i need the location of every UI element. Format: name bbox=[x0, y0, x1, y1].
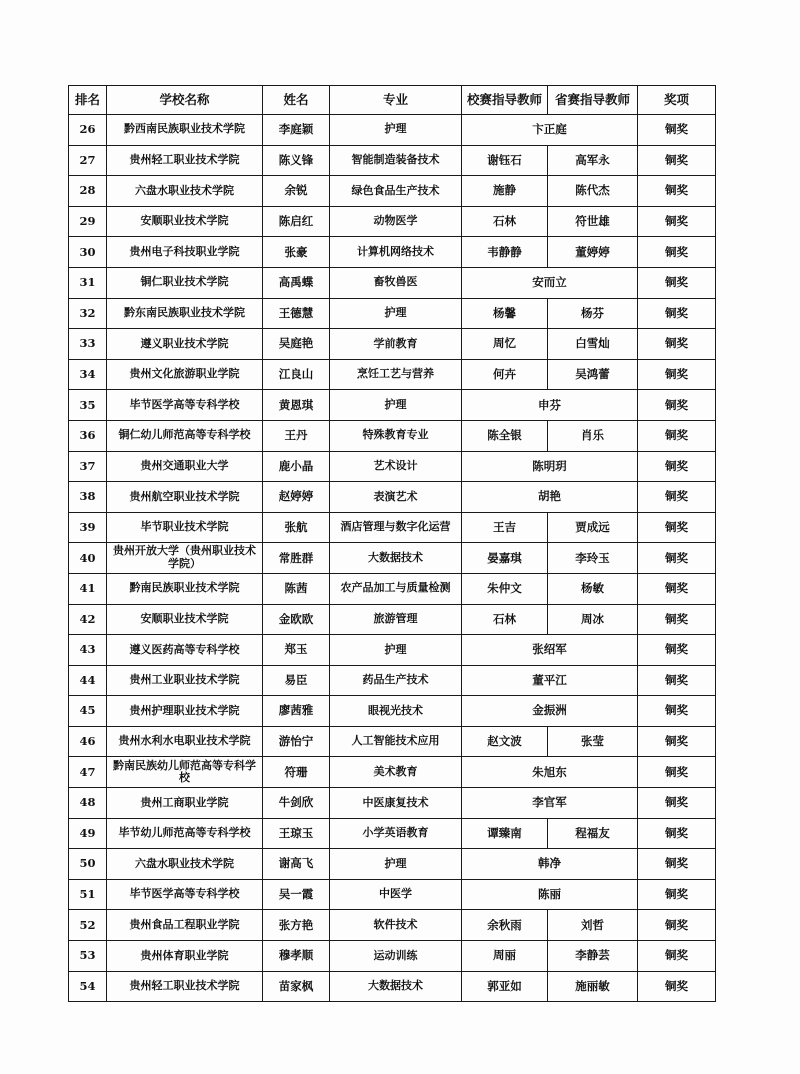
cell-school: 铜仁幼儿师范高等专科学校 bbox=[107, 420, 263, 451]
cell-school-teacher: 余秋雨 bbox=[462, 910, 548, 941]
cell-name: 王琼玉 bbox=[263, 818, 330, 849]
cell-rank: 46 bbox=[69, 726, 107, 757]
cell-major: 软件技术 bbox=[330, 910, 462, 941]
cell-rank: 34 bbox=[69, 359, 107, 390]
header-school: 学校名称 bbox=[107, 86, 263, 115]
cell-school: 黔南民族幼儿师范高等专科学校 bbox=[107, 757, 263, 788]
table-body bbox=[69, 115, 716, 1002]
header-major: 专业 bbox=[330, 86, 462, 115]
cell-major: 美术教育 bbox=[330, 757, 462, 788]
cell-rank: 40 bbox=[69, 543, 107, 574]
cell-name: 陈义锋 bbox=[263, 145, 330, 176]
table-row bbox=[69, 420, 716, 451]
cell-name: 张航 bbox=[263, 512, 330, 543]
table-row bbox=[69, 482, 716, 513]
cell-award: 铜奖 bbox=[638, 298, 716, 329]
cell-award: 铜奖 bbox=[638, 757, 716, 788]
cell-school: 六盘水职业技术学院 bbox=[107, 176, 263, 207]
cell-name: 张豪 bbox=[263, 237, 330, 268]
header-name: 姓名 bbox=[263, 86, 330, 115]
cell-school-teacher: 赵文波 bbox=[462, 726, 548, 757]
cell-teacher-merged: 卞正庭 bbox=[462, 115, 638, 146]
cell-province-teacher: 刘哲 bbox=[548, 910, 638, 941]
cell-province-teacher: 白雪灿 bbox=[548, 329, 638, 360]
table-row bbox=[69, 145, 716, 176]
cell-school: 贵州护理职业技术学院 bbox=[107, 696, 263, 727]
table-row bbox=[69, 267, 716, 298]
cell-award: 铜奖 bbox=[638, 482, 716, 513]
table-row bbox=[69, 237, 716, 268]
cell-major: 护理 bbox=[330, 849, 462, 880]
cell-major: 运动训练 bbox=[330, 941, 462, 972]
cell-major: 中医康复技术 bbox=[330, 788, 462, 819]
cell-teacher-merged: 申芬 bbox=[462, 390, 638, 421]
cell-teacher-merged: 金振洲 bbox=[462, 696, 638, 727]
header-school-teacher: 校赛指导教师 bbox=[462, 86, 548, 115]
cell-award: 铜奖 bbox=[638, 115, 716, 146]
table-row bbox=[69, 298, 716, 329]
cell-name: 廖茜雅 bbox=[263, 696, 330, 727]
cell-rank: 41 bbox=[69, 573, 107, 604]
cell-name: 牛剑欣 bbox=[263, 788, 330, 819]
cell-teacher-merged: 李官军 bbox=[462, 788, 638, 819]
table-header-row bbox=[69, 86, 716, 115]
cell-province-teacher: 杨敏 bbox=[548, 573, 638, 604]
cell-name: 张方艳 bbox=[263, 910, 330, 941]
cell-name: 常胜群 bbox=[263, 543, 330, 574]
cell-major: 护理 bbox=[330, 635, 462, 666]
cell-school-teacher: 石林 bbox=[462, 604, 548, 635]
cell-name: 余锐 bbox=[263, 176, 330, 207]
cell-award: 铜奖 bbox=[638, 696, 716, 727]
cell-name: 王丹 bbox=[263, 420, 330, 451]
table-row bbox=[69, 849, 716, 880]
cell-name: 王德慧 bbox=[263, 298, 330, 329]
cell-school: 贵州文化旅游职业学院 bbox=[107, 359, 263, 390]
table-row bbox=[69, 696, 716, 727]
cell-major: 动物医学 bbox=[330, 206, 462, 237]
cell-award: 铜奖 bbox=[638, 573, 716, 604]
table-row bbox=[69, 818, 716, 849]
cell-province-teacher: 高军永 bbox=[548, 145, 638, 176]
cell-school-teacher: 周忆 bbox=[462, 329, 548, 360]
cell-rank: 26 bbox=[69, 115, 107, 146]
cell-rank: 48 bbox=[69, 788, 107, 819]
cell-rank: 50 bbox=[69, 849, 107, 880]
cell-school-teacher: 何卉 bbox=[462, 359, 548, 390]
cell-major: 护理 bbox=[330, 390, 462, 421]
table-row bbox=[69, 176, 716, 207]
cell-award: 铜奖 bbox=[638, 879, 716, 910]
cell-name: 谢高飞 bbox=[263, 849, 330, 880]
cell-name: 易臣 bbox=[263, 665, 330, 696]
header-province-teacher: 省赛指导教师 bbox=[548, 86, 638, 115]
cell-award: 铜奖 bbox=[638, 176, 716, 207]
cell-name: 陈茜 bbox=[263, 573, 330, 604]
cell-award: 铜奖 bbox=[638, 451, 716, 482]
cell-school: 贵州食品工程职业学院 bbox=[107, 910, 263, 941]
cell-major: 药品生产技术 bbox=[330, 665, 462, 696]
cell-province-teacher: 李玲玉 bbox=[548, 543, 638, 574]
cell-school-teacher: 陈全银 bbox=[462, 420, 548, 451]
cell-rank: 38 bbox=[69, 482, 107, 513]
cell-name: 李庭颖 bbox=[263, 115, 330, 146]
cell-rank: 31 bbox=[69, 267, 107, 298]
award-table bbox=[68, 85, 716, 1002]
cell-rank: 29 bbox=[69, 206, 107, 237]
cell-award: 铜奖 bbox=[638, 267, 716, 298]
table-row bbox=[69, 910, 716, 941]
table-row bbox=[69, 359, 716, 390]
cell-school: 贵州电子科技职业学院 bbox=[107, 237, 263, 268]
table-row bbox=[69, 206, 716, 237]
cell-school-teacher: 施静 bbox=[462, 176, 548, 207]
table-row bbox=[69, 451, 716, 482]
cell-rank: 49 bbox=[69, 818, 107, 849]
table-row bbox=[69, 604, 716, 635]
cell-school-teacher: 谢钰石 bbox=[462, 145, 548, 176]
cell-major: 绿色食品生产技术 bbox=[330, 176, 462, 207]
cell-award: 铜奖 bbox=[638, 849, 716, 880]
cell-province-teacher: 肖乐 bbox=[548, 420, 638, 451]
cell-school-teacher: 朱仲文 bbox=[462, 573, 548, 604]
cell-major: 烹饪工艺与营养 bbox=[330, 359, 462, 390]
cell-award: 铜奖 bbox=[638, 359, 716, 390]
cell-rank: 42 bbox=[69, 604, 107, 635]
cell-name: 鹿小晶 bbox=[263, 451, 330, 482]
cell-school: 铜仁职业技术学院 bbox=[107, 267, 263, 298]
cell-school: 黔东南民族职业技术学院 bbox=[107, 298, 263, 329]
cell-school-teacher: 石林 bbox=[462, 206, 548, 237]
cell-school: 贵州水利水电职业技术学院 bbox=[107, 726, 263, 757]
cell-school-teacher: 郭亚如 bbox=[462, 971, 548, 1002]
cell-award: 铜奖 bbox=[638, 788, 716, 819]
cell-award: 铜奖 bbox=[638, 206, 716, 237]
cell-award: 铜奖 bbox=[638, 329, 716, 360]
cell-major: 旅游管理 bbox=[330, 604, 462, 635]
cell-rank: 54 bbox=[69, 971, 107, 1002]
cell-school-teacher: 韦静静 bbox=[462, 237, 548, 268]
cell-name: 穆孝顺 bbox=[263, 941, 330, 972]
cell-rank: 44 bbox=[69, 665, 107, 696]
cell-province-teacher: 陈代杰 bbox=[548, 176, 638, 207]
table-row bbox=[69, 941, 716, 972]
cell-school: 贵州轻工职业技术学院 bbox=[107, 145, 263, 176]
cell-rank: 37 bbox=[69, 451, 107, 482]
cell-teacher-merged: 朱旭东 bbox=[462, 757, 638, 788]
cell-award: 铜奖 bbox=[638, 420, 716, 451]
cell-major: 人工智能技术应用 bbox=[330, 726, 462, 757]
cell-province-teacher: 周冰 bbox=[548, 604, 638, 635]
table-row bbox=[69, 879, 716, 910]
cell-school-teacher: 谭臻南 bbox=[462, 818, 548, 849]
table-row bbox=[69, 512, 716, 543]
table-row bbox=[69, 757, 716, 788]
cell-award: 铜奖 bbox=[638, 145, 716, 176]
cell-major: 大数据技术 bbox=[330, 971, 462, 1002]
cell-school: 贵州交通职业大学 bbox=[107, 451, 263, 482]
cell-school: 毕节幼儿师范高等专科学校 bbox=[107, 818, 263, 849]
cell-name: 郑玉 bbox=[263, 635, 330, 666]
cell-name: 游怡宁 bbox=[263, 726, 330, 757]
cell-award: 铜奖 bbox=[638, 910, 716, 941]
cell-rank: 52 bbox=[69, 910, 107, 941]
cell-school: 安顺职业技术学院 bbox=[107, 604, 263, 635]
table-row bbox=[69, 635, 716, 666]
cell-school-teacher: 晏嘉琪 bbox=[462, 543, 548, 574]
cell-major: 护理 bbox=[330, 298, 462, 329]
cell-name: 高禹蝶 bbox=[263, 267, 330, 298]
cell-award: 铜奖 bbox=[638, 941, 716, 972]
cell-province-teacher: 施丽敏 bbox=[548, 971, 638, 1002]
cell-rank: 45 bbox=[69, 696, 107, 727]
cell-name: 吴庭艳 bbox=[263, 329, 330, 360]
cell-major: 农产品加工与质量检测 bbox=[330, 573, 462, 604]
cell-name: 符珊 bbox=[263, 757, 330, 788]
cell-teacher-merged: 胡艳 bbox=[462, 482, 638, 513]
cell-award: 铜奖 bbox=[638, 543, 716, 574]
cell-rank: 39 bbox=[69, 512, 107, 543]
cell-province-teacher: 程福友 bbox=[548, 818, 638, 849]
table-row bbox=[69, 390, 716, 421]
cell-rank: 36 bbox=[69, 420, 107, 451]
cell-major: 酒店管理与数字化运营 bbox=[330, 512, 462, 543]
cell-major: 表演艺术 bbox=[330, 482, 462, 513]
header-award: 奖项 bbox=[638, 86, 716, 115]
cell-teacher-merged: 安而立 bbox=[462, 267, 638, 298]
cell-teacher-merged: 陈丽 bbox=[462, 879, 638, 910]
cell-province-teacher: 李静芸 bbox=[548, 941, 638, 972]
cell-school: 六盘水职业技术学院 bbox=[107, 849, 263, 880]
cell-rank: 51 bbox=[69, 879, 107, 910]
cell-rank: 35 bbox=[69, 390, 107, 421]
cell-school: 贵州体育职业学院 bbox=[107, 941, 263, 972]
table-row bbox=[69, 115, 716, 146]
cell-award: 铜奖 bbox=[638, 390, 716, 421]
cell-school: 遵义医药高等专科学校 bbox=[107, 635, 263, 666]
table-row bbox=[69, 726, 716, 757]
cell-name: 江良山 bbox=[263, 359, 330, 390]
cell-name: 金欧欧 bbox=[263, 604, 330, 635]
table-row bbox=[69, 543, 716, 574]
cell-teacher-merged: 张绍军 bbox=[462, 635, 638, 666]
table-row bbox=[69, 665, 716, 696]
cell-province-teacher: 董婷婷 bbox=[548, 237, 638, 268]
cell-major: 中医学 bbox=[330, 879, 462, 910]
cell-name: 黄恩琪 bbox=[263, 390, 330, 421]
table-row bbox=[69, 329, 716, 360]
cell-award: 铜奖 bbox=[638, 665, 716, 696]
table-row bbox=[69, 788, 716, 819]
cell-school-teacher: 周丽 bbox=[462, 941, 548, 972]
cell-province-teacher: 贾成远 bbox=[548, 512, 638, 543]
cell-rank: 43 bbox=[69, 635, 107, 666]
cell-teacher-merged: 董平江 bbox=[462, 665, 638, 696]
cell-school: 贵州航空职业技术学院 bbox=[107, 482, 263, 513]
cell-school: 贵州开放大学（贵州职业技术学院） bbox=[107, 543, 263, 574]
cell-major: 艺术设计 bbox=[330, 451, 462, 482]
table-row bbox=[69, 971, 716, 1002]
cell-major: 眼视光技术 bbox=[330, 696, 462, 727]
cell-rank: 27 bbox=[69, 145, 107, 176]
cell-name: 陈启红 bbox=[263, 206, 330, 237]
cell-award: 铜奖 bbox=[638, 635, 716, 666]
cell-school: 贵州工商职业学院 bbox=[107, 788, 263, 819]
cell-name: 赵婷婷 bbox=[263, 482, 330, 513]
cell-province-teacher: 吴鸿蕾 bbox=[548, 359, 638, 390]
cell-award: 铜奖 bbox=[638, 971, 716, 1002]
cell-name: 苗家枫 bbox=[263, 971, 330, 1002]
cell-school: 贵州轻工职业技术学院 bbox=[107, 971, 263, 1002]
cell-award: 铜奖 bbox=[638, 604, 716, 635]
cell-school-teacher: 杨馨 bbox=[462, 298, 548, 329]
cell-award: 铜奖 bbox=[638, 237, 716, 268]
cell-school: 毕节医学高等专科学校 bbox=[107, 390, 263, 421]
cell-teacher-merged: 陈明玥 bbox=[462, 451, 638, 482]
cell-major: 小学英语教育 bbox=[330, 818, 462, 849]
cell-school: 安顺职业技术学院 bbox=[107, 206, 263, 237]
cell-major: 护理 bbox=[330, 115, 462, 146]
cell-major: 特殊教育专业 bbox=[330, 420, 462, 451]
cell-major: 计算机网络技术 bbox=[330, 237, 462, 268]
cell-major: 畜牧兽医 bbox=[330, 267, 462, 298]
cell-rank: 30 bbox=[69, 237, 107, 268]
cell-award: 铜奖 bbox=[638, 726, 716, 757]
cell-school: 黔南民族职业技术学院 bbox=[107, 573, 263, 604]
table-row bbox=[69, 573, 716, 604]
cell-rank: 28 bbox=[69, 176, 107, 207]
cell-province-teacher: 张莹 bbox=[548, 726, 638, 757]
cell-teacher-merged: 韩净 bbox=[462, 849, 638, 880]
header-rank: 排名 bbox=[69, 86, 107, 115]
cell-school: 毕节职业技术学院 bbox=[107, 512, 263, 543]
cell-major: 学前教育 bbox=[330, 329, 462, 360]
cell-province-teacher: 杨芬 bbox=[548, 298, 638, 329]
cell-school: 毕节医学高等专科学校 bbox=[107, 879, 263, 910]
cell-award: 铜奖 bbox=[638, 818, 716, 849]
cell-province-teacher: 符世雄 bbox=[548, 206, 638, 237]
cell-rank: 47 bbox=[69, 757, 107, 788]
cell-rank: 53 bbox=[69, 941, 107, 972]
cell-rank: 32 bbox=[69, 298, 107, 329]
cell-award: 铜奖 bbox=[638, 512, 716, 543]
cell-name: 吴一霞 bbox=[263, 879, 330, 910]
cell-school-teacher: 王吉 bbox=[462, 512, 548, 543]
cell-school: 贵州工业职业技术学院 bbox=[107, 665, 263, 696]
cell-school: 黔西南民族职业技术学院 bbox=[107, 115, 263, 146]
cell-school: 遵义职业技术学院 bbox=[107, 329, 263, 360]
cell-major: 智能制造装备技术 bbox=[330, 145, 462, 176]
cell-rank: 33 bbox=[69, 329, 107, 360]
cell-major: 大数据技术 bbox=[330, 543, 462, 574]
